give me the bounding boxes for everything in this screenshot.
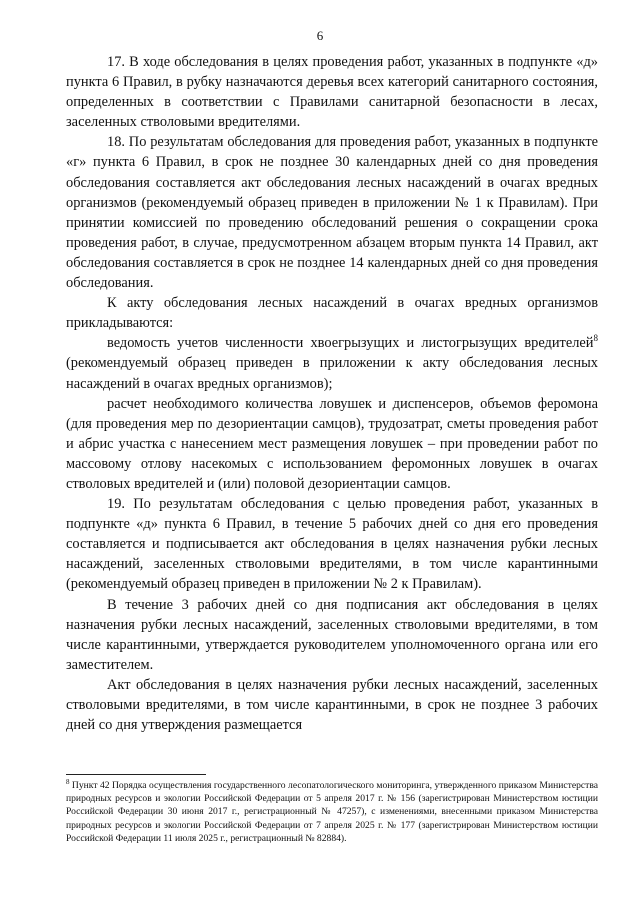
paragraph-19: 19. По результатам обследования с целью проведения работ, указанных в подпункте «д» пункта 6 Правил, в течение 5 рабочих дней со дня его проведения составляется и подписывается акт обследования в целях назначения рубки лесных насаждений, заселенных стволовыми вредителями, в том числе карантинными (рекомендуемый образец приведен в приложении № 2 к Правилам).	[66, 496, 598, 593]
footnote-separator	[66, 774, 206, 775]
page-number: 6	[316, 28, 324, 43]
document-body	[66, 52, 598, 735]
paragraph-publication: Акт обследования в целях назначения рубки лесных насаждений, заселенных стволовыми вредителями, в том числе карантинными, в срок не позднее 3 рабочих дней со дня утверждения размещается	[66, 676, 598, 734]
paragraph-18: 18. По результатам обследования для проведения работ, указанных в подпункте «г» пункта 6 Правил, в срок не позднее 30 календарных дней со дня проведения обследования составляется акт обследования лесных насаждений в очагах вредных организмов (рекомендуемый образец приведен в приложении № 1 к Правилам). При принятии комиссией по проведению обследований решения о сокращении срока проведения работ, в случае, предусмотренном абзацем вторым пункта 14 Правил, акт обследования составляется в срок не позднее 14 календарных дней со дня проведения обследования.	[66, 134, 598, 292]
list-item-text-start: ведомость учетов численности хвоегрызущих и листогрызущих вредителей	[107, 335, 594, 352]
list-item-text-end: (рекомендуемый образец приведен в приложении к акту обследования лесных насаждений в очагах вредных организмов);	[66, 355, 598, 392]
footnote-reference[interactable]: 8	[593, 333, 598, 344]
footnote	[66, 779, 598, 845]
paragraph-attachments-intro: К акту обследования лесных насаждений в очагах вредных организмов прикладываются:	[66, 295, 598, 332]
list-item-statement	[66, 333, 598, 393]
paragraph-approval: В течение 3 рабочих дней со дня подписания акт обследования в целях назначения рубки лесных насаждений, заселенных стволовыми вредителями, в том числе карантинными, утверждается руководителем уполномоченного органа или его заместителем.	[66, 596, 598, 673]
paragraph-17: 17. В ходе обследования в целях проведения работ, указанных в подпункте «д» пункта 6 Правил, в рубку назначаются деревья всех категорий санитарного состояния, определенных в соответствии с Правилами санитарной безопасности в лесах, заселенных стволовыми вредителями.	[66, 54, 598, 131]
footnote-mark: 8	[66, 777, 70, 786]
list-item-calculation: расчет необходимого количества ловушек и диспенсеров, объемов феромона (для проведения мер по дезориентации самцов), трудозатрат, сметы проведения работ и абрис участка с нанесением мест размещения ловушек – при проведении работ по массовому отлову насекомых с использованием феромонных ловушек в очагах стволовых вредителей и (или) половой дезориентации самцов.	[66, 395, 598, 492]
footnote-text: Пункт 42 Порядка осуществления государственного лесопатологического мониторинга, утвержденного приказом Министерства природных ресурсов и экологии Российской Федерации от 5 апреля 2017 г. № 156 (зарегистрирован Министерством юстиции Российской Федерации 30 июня 2017 г., регистрационный № 47257), с изменениями, внесенными приказом Министерства природных ресурсов и экологии Российской Федерации от 7 апреля 2025 г. № 177 (зарегистрирован Министерством юстиции Российской Федерации 11 июля 2025 г., регистрационный № 82884).	[66, 780, 598, 844]
